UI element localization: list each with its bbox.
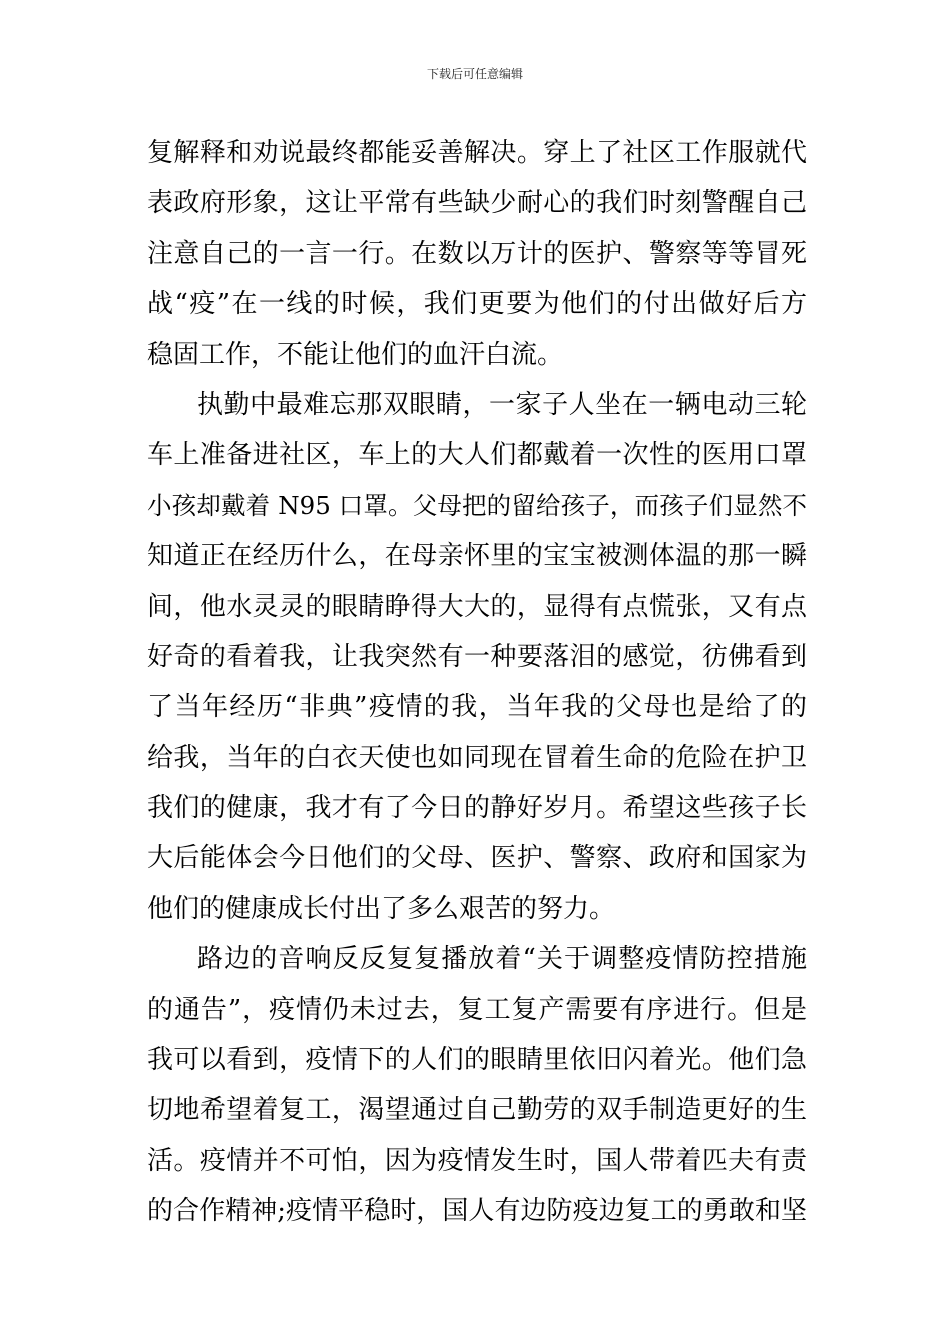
text-line: 知道正在经历什么，在母亲怀里的宝宝被测体温的那一瞬 [147,541,807,572]
text-line: 间，他水灵灵的眼睛睁得大大的，显得有点慌张，又有点 [147,591,807,622]
text-line: 战“疫”在一线的时候，我们更要为他们的付出做好后方 [147,289,807,320]
text-line: 的合作精神;疫情平稳时，国人有边防疫边复工的勇敢和坚 [147,1196,807,1227]
text-line: 给我，当年的白衣天使也如同现在冒着生命的危险在护卫 [147,742,807,773]
text-line: 好奇的看着我，让我突然有一种要落泪的感觉，彷佛看到 [147,641,807,672]
text-line: 大后能体会今日他们的父母、医护、警察、政府和国家为 [147,843,807,874]
text-line: 车上准备进社区，车上的大人们都戴着一次性的医用口罩 [147,440,807,471]
document-body [147,128,807,1237]
text-line: 复解释和劝说最终都能妥善解决。穿上了社区工作服就代 [147,138,807,168]
text-line: 小孩却戴着 N95 口罩。父母把的留给孩子，而孩子们显然不 [147,490,807,520]
text-line: 我可以看到，疫情下的人们的眼睛里依旧闪着光。他们急 [147,1045,807,1076]
text-line: 稳固工作，不能让他们的血汗白流。 [147,339,564,370]
text-line: 切地希望着复工，渴望通过自己勤劳的双手制造更好的生 [147,1095,807,1126]
text-line: 活。疫情并不可怕，因为疫情发生时，国人带着匹夫有责 [147,1145,807,1176]
page-header: 下载后可任意编辑 [426,67,523,81]
text-line: 注意自己的一言一行。在数以万计的医护、警察等等冒死 [147,238,807,269]
text-line: 的通告”，疫情仍未过去，复工复产需要有序进行。但是 [147,994,807,1025]
text-line: 路边的音响反反复复播放着“关于调整疫情防控措施 [197,944,807,975]
text-line: 执勤中最难忘那双眼睛，一家子人坐在一辆电动三轮 [197,389,807,420]
text-line: 我们的健康，我才有了今日的静好岁月。希望这些孩子长 [147,793,807,824]
text-line: 表政府形象，这让平常有些缺少耐心的我们时刻警醒自己 [147,188,807,219]
text-line: 了当年经历“非典”疫情的我，当年我的父母也是给了的 [147,692,807,723]
text-line: 他们的健康成长付出了多么艰苦的努力。 [147,893,616,924]
